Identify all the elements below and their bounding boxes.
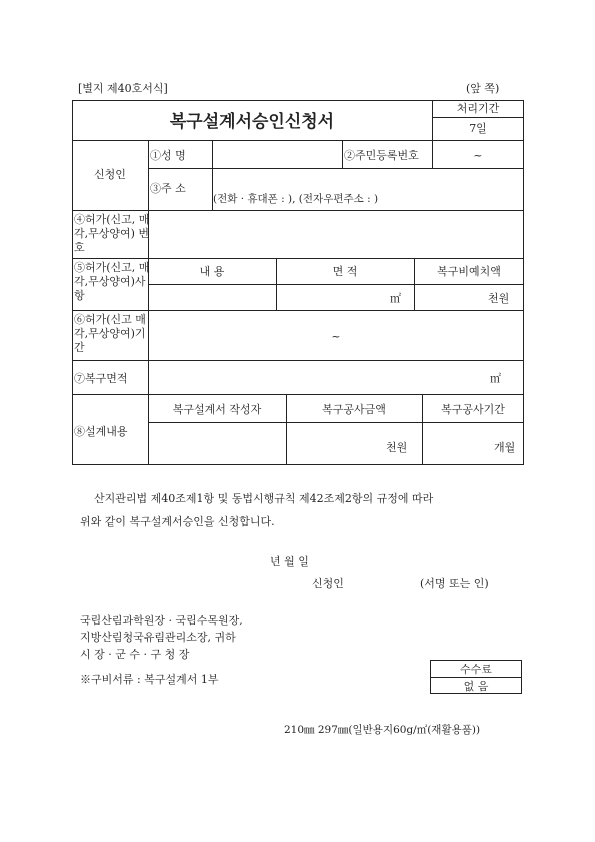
name-input[interactable] xyxy=(214,142,340,166)
rrn-label: ②주민등록번호 xyxy=(344,149,419,162)
period-unit: 개월 xyxy=(494,441,516,454)
content-input[interactable] xyxy=(150,286,274,308)
restoration-area-input[interactable] xyxy=(150,362,522,392)
rrn-input[interactable]: ~ xyxy=(473,149,483,162)
statement-line-1: 산지관리법 제40조제1항 및 동법시행규칙 제42조제2항의 규정에 따라 xyxy=(94,492,434,505)
col-amount-header: 복구공사금액 xyxy=(322,403,386,416)
restoration-area-label: ⑦복구면적 xyxy=(74,372,128,385)
processing-period-label: 처리기간 xyxy=(456,102,500,115)
col-period-header: 복구공사기간 xyxy=(441,403,505,416)
fee-value: 없 음 xyxy=(463,680,489,693)
area-unit: ㎡ xyxy=(390,292,401,305)
paper-spec: 210㎜ 297㎜(일반용지60g/㎡(재활용품)) xyxy=(284,724,481,736)
col-area-header: 면 적 xyxy=(332,265,358,278)
divider xyxy=(342,140,343,168)
recipient-line-1: 국립산림과학원장 · 국립수목원장, xyxy=(80,614,243,627)
fee-label: 수수료 xyxy=(460,663,492,676)
form-number: [별지 제40호서식] xyxy=(78,82,168,95)
page-side-label: (앞 쪽) xyxy=(466,82,500,95)
design-content-label: ⑧설계내용 xyxy=(74,425,128,438)
restoration-area-unit: ㎡ xyxy=(490,372,501,385)
design-author-input[interactable] xyxy=(150,424,284,462)
divider xyxy=(72,310,524,311)
form-title: 복구설계서승인신청서 xyxy=(169,112,335,132)
application-date: 년 월 일 xyxy=(270,555,309,568)
divider xyxy=(72,258,524,259)
recipient-line-2: 지방산림청국유림관리소장, 귀하 xyxy=(80,631,236,644)
permit-period-label: ⑥허가(신고 매각,무상양여)기간 xyxy=(74,313,146,354)
divider xyxy=(432,140,433,168)
permit-number-label: ④허가(신고, 매각,무상양여) 번호 xyxy=(74,213,150,254)
address-input[interactable] xyxy=(214,170,522,188)
name-label: ①성 명 xyxy=(150,149,186,162)
divider xyxy=(432,117,524,118)
applicant-section-label: 신청인 xyxy=(94,168,126,181)
divider xyxy=(148,422,524,423)
processing-period-value: 7일 xyxy=(469,122,487,135)
divider xyxy=(72,394,524,395)
signature-note: (서명 또는 인) xyxy=(420,577,489,590)
required-documents: ※구비서류 : 복구설계서 1부 xyxy=(80,673,219,686)
permit-number-input[interactable] xyxy=(150,212,522,256)
contact-line: (전화 · 휴대폰 : ), (전자우편주소 : ) xyxy=(213,193,379,205)
divider xyxy=(430,677,522,678)
divider xyxy=(148,168,524,169)
amount-unit: 천원 xyxy=(386,441,408,454)
divider xyxy=(72,140,524,141)
permit-period-input[interactable]: ~ xyxy=(331,330,341,343)
divider xyxy=(72,210,524,211)
recipient-line-3: 시 장 · 군 수 · 구 청 장 xyxy=(80,648,190,661)
signer-label: 신청인 xyxy=(312,577,344,590)
permit-matters-label: ⑤허가(신고, 매각,무상양여)사항 xyxy=(74,261,150,302)
divider xyxy=(72,360,524,361)
divider xyxy=(148,284,524,285)
col-author-header: 복구설계서 작성자 xyxy=(172,403,262,416)
address-label: ③주 소 xyxy=(150,182,186,195)
cost-unit: 천원 xyxy=(488,292,510,305)
col-cost-header: 복구비예치액 xyxy=(437,265,501,278)
statement-line-2: 위와 같이 복구설계서승인을 신청합니다. xyxy=(80,515,275,528)
col-content-header: 내 용 xyxy=(199,265,225,278)
